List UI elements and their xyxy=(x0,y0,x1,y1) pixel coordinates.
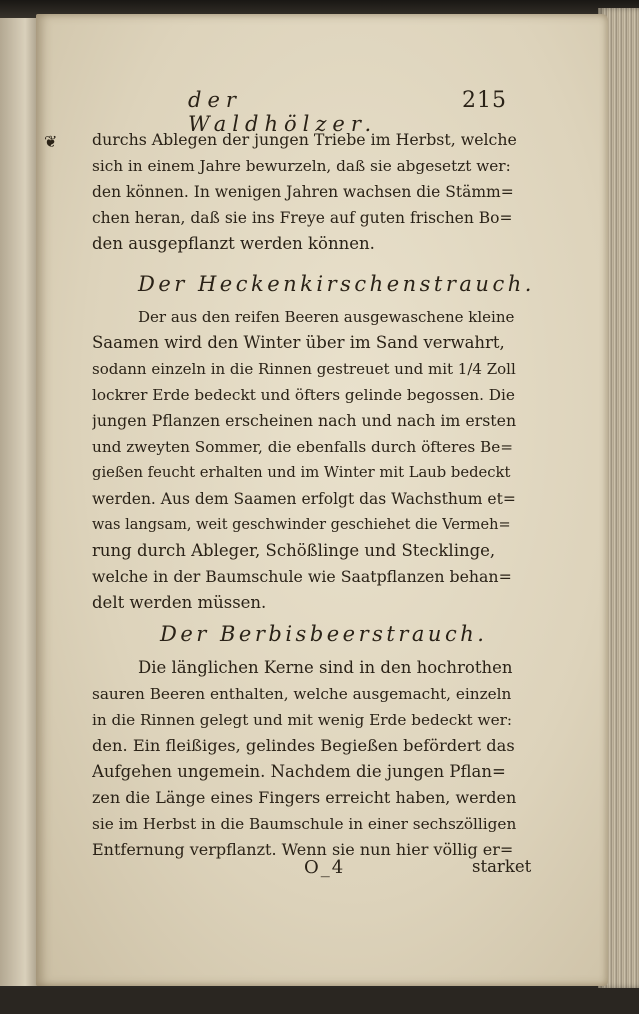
text-line: sie im Herbst in die Baumschule in einer sechszölligen xyxy=(92,815,517,833)
text-line: Entfernung verpflanzt. Wenn sie nun hier völlig er= xyxy=(92,840,514,859)
text-line: gießen feucht erhalten und im Winter mit Laub bedeckt xyxy=(92,464,511,481)
text-line: sich in einem Jahre bewurzeln, daß sie abgesetzt wer: xyxy=(92,157,511,175)
text-line: welche in der Baumschule wie Saatpflanzen behan= xyxy=(92,567,512,586)
text-line: Aufgehen ungemein. Nachdem die jungen Pflan= xyxy=(92,762,506,781)
text-line: delt werden müssen. xyxy=(92,593,267,612)
text-line: den können. In wenigen Jahren wachsen die Stämm= xyxy=(92,183,514,201)
text-line: den. Ein fleißiges, gelindes Begießen befördert das xyxy=(92,736,515,755)
text-line: was langsam, weit geschwinder geschiehet die Vermeh= xyxy=(92,517,511,533)
text-line: sauren Beeren enthalten, welche ausgemacht, einzeln xyxy=(92,685,512,703)
text-line: Die länglichen Kerne sind in den hochrothen xyxy=(138,658,513,677)
text-line: sodann einzeln in die Rinnen gestreuet und mit 1/4 Zoll xyxy=(92,360,516,378)
text-line: durchs Ablegen der jungen Triebe im Herbst, welche xyxy=(92,130,517,149)
signature-mark: O_4 xyxy=(304,857,346,878)
text-line: chen heran, daß sie ins Freye auf guten frischen Bo= xyxy=(92,209,513,227)
text-line: lockrer Erde bedeckt und öfters gelinde begossen. Die xyxy=(92,386,515,404)
scan-background-bottom xyxy=(0,988,639,1014)
text-line: den ausgepflanzt werden können. xyxy=(92,234,375,253)
text-line: werden. Aus dem Saamen erfolgt das Wachsthum et= xyxy=(92,490,516,508)
text-line: zen die Länge eines Fingers erreicht haben, werden xyxy=(92,788,517,807)
text-line: und zweyten Sommer, die ebenfalls durch öfteres Be= xyxy=(92,438,514,456)
section-heading: Der Heckenkirschenstrauch. xyxy=(138,272,535,296)
margin-ornament-icon: ❦ xyxy=(44,132,58,151)
running-head: der Waldhölzer. xyxy=(188,88,378,136)
catchword: starket xyxy=(472,857,532,876)
text-line: jungen Pflanzen erscheinen nach und nach im ersten xyxy=(92,411,517,430)
text-line: Saamen wird den Winter über im Sand verwahrt, xyxy=(92,333,505,352)
text-line: rung durch Ableger, Schößlinge und Stecklinge, xyxy=(92,541,496,560)
text-line: in die Rinnen gelegt und mit wenig Erde bedeckt wer: xyxy=(92,711,513,729)
page-number: 215 xyxy=(462,88,507,113)
text-line: Der aus den reifen Beeren ausgewaschene kleine xyxy=(138,308,515,326)
section-heading: Der Berbisbeerstrauch. xyxy=(160,622,488,646)
